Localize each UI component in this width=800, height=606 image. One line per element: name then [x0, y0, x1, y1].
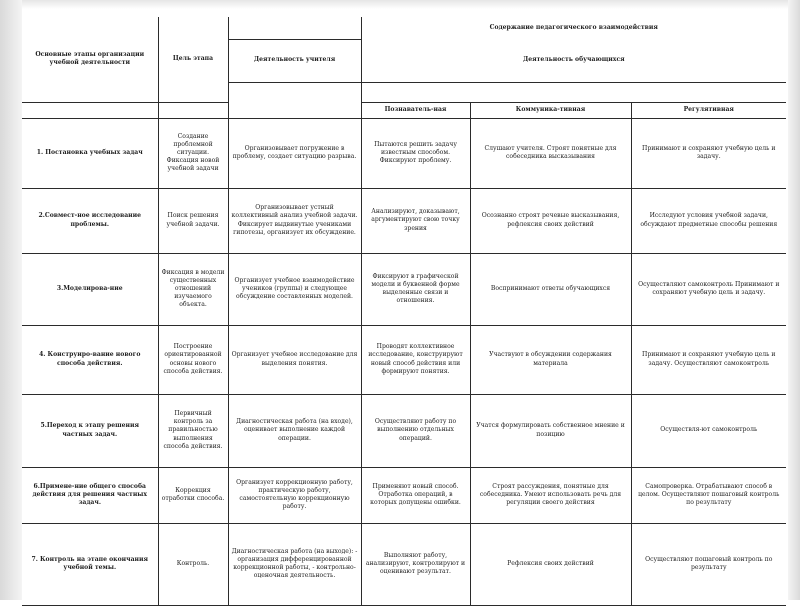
- cognitive-cell: Осуществляют работу по выполнению отдельных операций.: [361, 394, 470, 467]
- header-blank-cell: [228, 17, 361, 39]
- goal-cell: Построение ориентированной основы нового способа действия.: [158, 325, 228, 394]
- header-communicative: Коммуника-тивная: [470, 102, 631, 118]
- goal-cell: Фиксация в модели существенных отношений изучаемого объекта.: [158, 253, 228, 325]
- header-goal: Цель этапа: [158, 17, 228, 102]
- goal-cell: Первичный контроль за правильностью выполнения способа действия.: [158, 394, 228, 467]
- goal-cell: Поиск решения учебной задачи.: [158, 188, 228, 253]
- regulative-cell: Принимают и сохраняют учебную цель и задачу. Осуществляют самоконтроль: [631, 325, 786, 394]
- regulative-cell: Самопроверка. Отрабатывают способ в целом. Осуществляют пошаговый контроль по результату: [631, 467, 786, 523]
- header-students-spacer: [361, 82, 786, 102]
- teacher-cell: Диагностическая работа (на выходе): - организация дифференцированной коррекционной работы, - контрольно-оценочная деятельность.: [228, 523, 361, 605]
- stage-cell: 3.Моделирова-ние: [22, 253, 158, 325]
- stage-cell: 4. Конструиро-вание нового способа действия.: [22, 325, 158, 394]
- communicative-cell: Воспринимают ответы обучающихся: [470, 253, 631, 325]
- header-row-subtypes: [22, 102, 786, 118]
- header-teacher-spacer: [228, 82, 361, 102]
- teacher-cell: Организует коррекционную работу, практическую работу, самостоятельную коррекционную работу.: [228, 467, 361, 523]
- header-stages-cont: [22, 102, 158, 118]
- interaction-table: [22, 17, 786, 606]
- header-row-title: [22, 17, 786, 39]
- stage-cell: 2.Совмест-ное исследование проблемы.: [22, 188, 158, 253]
- page-right-shadow: [788, 0, 800, 600]
- stage-cell: 1. Постановка учебных задач: [22, 118, 158, 188]
- cognitive-cell: Проводят коллективное исследование, конструируют новый способ действия или формируют понятия.: [361, 325, 470, 394]
- teacher-cell: Организовывает устный коллективный анализ учебной задачи. Фиксирует выдвинутые учениками гипотезы, организует их обсуждение.: [228, 188, 361, 253]
- page-top-shadow: [0, 0, 800, 9]
- cognitive-cell: Фиксируют в графической модели и буквенной форме выделенные связи и отношения.: [361, 253, 470, 325]
- communicative-cell: Строят рассуждения, понятные для собеседника. Умеют использовать речь для регуляции своего действия: [470, 467, 631, 523]
- teacher-cell: Организует учебное исследование для выделения понятия.: [228, 325, 361, 394]
- cognitive-cell: Применяют новый способ. Отработка операций, в которых допущены ошибки.: [361, 467, 470, 523]
- header-teacher-cont: [228, 102, 361, 118]
- table-row: [22, 253, 786, 325]
- regulative-cell: Осуществляют самоконтроль Принимают и сохраняют учебную цель и задачу.: [631, 253, 786, 325]
- communicative-cell: Слушают учителя. Строят понятные для собеседника высказывания: [470, 118, 631, 188]
- regulative-cell: Осуществля-ют самоконтроль: [631, 394, 786, 467]
- cognitive-cell: Анализируют, доказывают, аргументируют свою точку зрения: [361, 188, 470, 253]
- header-main-title: Содержание педагогического взаимодействия: [361, 17, 786, 39]
- table-row: [22, 325, 786, 394]
- table-row: [22, 467, 786, 523]
- stage-cell: 7. Контроль на этапе окончания учебной темы.: [22, 523, 158, 605]
- table-row: [22, 118, 786, 188]
- stage-cell: 6.Примене-ние общего способа действия для решения частных задач.: [22, 467, 158, 523]
- regulative-cell: Принимают и сохраняют учебную цель и задачу.: [631, 118, 786, 188]
- teacher-cell: Диагностическая работа (на входе), оценивает выполнение каждой операции.: [228, 394, 361, 467]
- table-row: [22, 188, 786, 253]
- teacher-cell: Организовывает погружение в проблему, создает ситуацию разрыва.: [228, 118, 361, 188]
- regulative-cell: Исследуют условия учебной задачи, обсуждают предметные способы решения: [631, 188, 786, 253]
- table-row: [22, 523, 786, 605]
- cognitive-cell: Выполняют работу, анализируют, контролируют и оценивают результат.: [361, 523, 470, 605]
- header-regulative: Регулятивная: [631, 102, 786, 118]
- header-teacher: Деятельность учителя: [228, 39, 361, 82]
- header-cognitive: Познаватель-ная: [361, 102, 470, 118]
- table-row: [22, 394, 786, 467]
- regulative-cell: Осуществляют пошаговый контроль по результату: [631, 523, 786, 605]
- header-stages: Основные этапы организации учебной деятельности: [22, 17, 158, 102]
- goal-cell: Коррекция отработки способа.: [158, 467, 228, 523]
- communicative-cell: Осознанно строят речевые высказывания, рефлексия своих действий: [470, 188, 631, 253]
- communicative-cell: Учатся формулировать собственное мнение и позицию: [470, 394, 631, 467]
- header-students: Деятельность обучающихся: [361, 39, 786, 82]
- header-goal-cont: [158, 102, 228, 118]
- stage-cell: 5.Переход к этапу решения частных задач.: [22, 394, 158, 467]
- communicative-cell: Участвуют в обсуждении содержания материала: [470, 325, 631, 394]
- goal-cell: Создание проблемной ситуации. Фиксация новой учебной задачи: [158, 118, 228, 188]
- teacher-cell: Организует учебное взаимодействие учеников (группы) и следующее обсуждение составленных моделей.: [228, 253, 361, 325]
- communicative-cell: Рефлексия своих действий: [470, 523, 631, 605]
- cognitive-cell: Пытаются решить задачу известным способом. Фиксируют проблему.: [361, 118, 470, 188]
- page-left-shadow: [0, 0, 22, 600]
- goal-cell: Контроль.: [158, 523, 228, 605]
- document-page: [22, 10, 788, 580]
